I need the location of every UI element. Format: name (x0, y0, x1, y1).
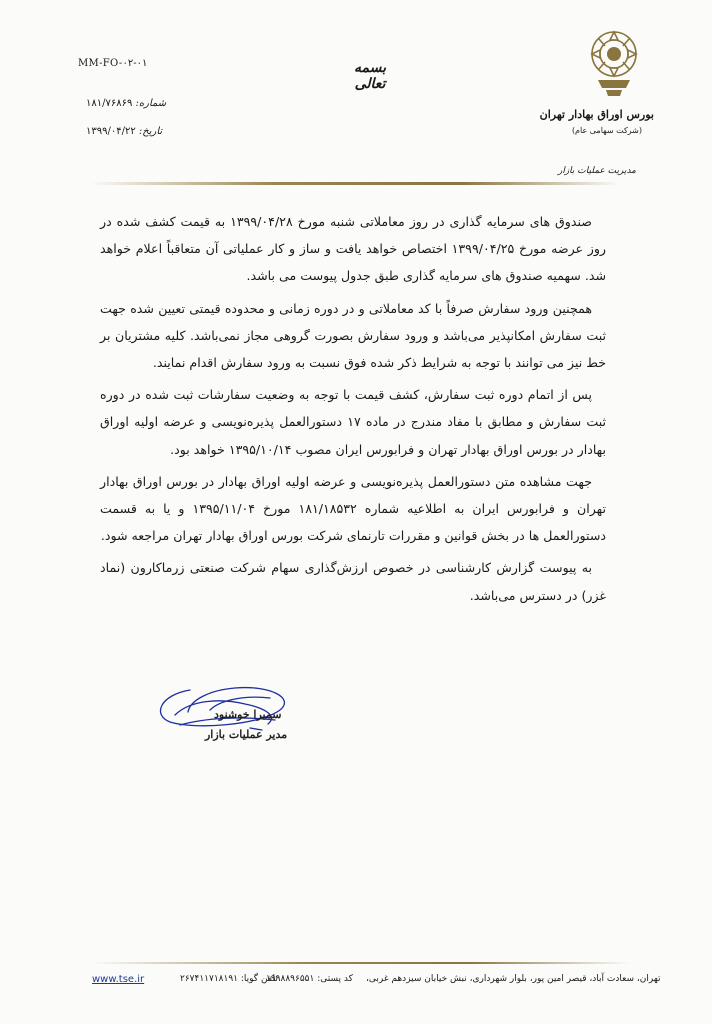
paragraph: پس از اتمام دوره ثبت سفارش، کشف قیمت با توجه به وضعیت سفارشات ثبت شده در دوره ثبت سفارش و مطابق با مفاد مندرج در ماده ۱۷ دستورالعمل پذیره‌نویسی و عرضه اولیه اوراق بهادار در بورس اوراق بهادار تهران و فرابورس ایران مصوب ۱۳۹۵/۱۰/۱۴ خواهد بود. (100, 387, 607, 457)
footer-divider (90, 962, 630, 964)
document-code: MM-FO-۰۲-۰۱ (78, 58, 148, 69)
org-name: بورس اوراق بهادار تهران (539, 108, 654, 121)
footer-phone: تلفن گویا: ۲۶۷۴۱۱۷۱۸۱۹۱ (180, 974, 278, 984)
department-name: مدیریت عملیات بازار (557, 166, 636, 176)
letter-number (86, 98, 166, 109)
letter-number-value: ۱۸۱/۷۶۸۶۹ (86, 98, 133, 109)
paragraph: همچنین ورود سفارش صرفاً با کد معاملاتی و در دوره زمانی و محدوده قیمتی تعیین شده جهت ثبت سفارش امکانپذیر می‌باشد و ورود سفارش بصورت گروهی مجاز نمی‌باشد. کلیه مشتریان بر خط نیز می توانند با توجه به شرایط ذکر شده فوق نسبت به ورود سفارش اقدام نمایند. (100, 300, 606, 371)
letter-date-label: تاریخ: (138, 126, 163, 137)
bismillah-heading: بسمه تعالی (354, 60, 386, 92)
signatory-name: سمیرا خوشنود (214, 708, 282, 721)
tse-logo (584, 26, 644, 98)
letter-date (86, 126, 162, 137)
paragraph: به پیوست گزارش کارشناسی در خصوص ارزش‌گذاری سهام شرکت صنعتی زرماکارون (نماد غزر) در دسترس می‌باشد. (100, 560, 606, 603)
letter-date-value: ۱۳۹۹/۰۴/۲۲ (86, 126, 136, 137)
letter-body (100, 208, 606, 614)
footer-address: تهران، سعادت آباد، قیصر امین پور، بلوار شهرداری، نبش خیابان سیزدهم غربی، (366, 974, 661, 984)
signatory-title: مدیر عملیات بازار (205, 728, 288, 741)
paragraph: جهت مشاهده متن دستورالعمل پذیره‌نویسی و عرضه اولیه اوراق بهادار در بورس اوراق بهادار تهران و فرابورس ایران به اطلاعیه شماره ۱۸۱/۱۸۵۳۲ مورخ ۱۳۹۵/۱۱/۰۴ و یا به قسمت دستورالعمل ها در بخش قوانین و مقررات تارنمای شرکت بورس اوراق بهادار تهران مراجعه شود. (100, 473, 606, 544)
footer-postal-code: کد پستی: ۱۹۹۸۸۹۶۵۵۱ (266, 974, 353, 984)
org-subtitle: (شرکت سهامی عام) (571, 126, 642, 135)
website-link[interactable]: www.tse.ir (92, 974, 145, 985)
letter-number-label: شماره: (135, 98, 167, 109)
header-divider (90, 182, 620, 185)
paragraph: صندوق های سرمایه گذاری در روز معاملاتی شنبه مورخ ۱۳۹۹/۰۴/۲۸ به قیمت کشف شده در روز عرضه مورخ ۱۳۹۹/۰۴/۲۵ اختصاص خواهد یافت و ساز و کار عملیاتی آن متعاقباً اعلام خواهد شد. سهمیه صندوق های سرمایه گذاری طبق جدول پیوست می باشد. (100, 214, 606, 284)
